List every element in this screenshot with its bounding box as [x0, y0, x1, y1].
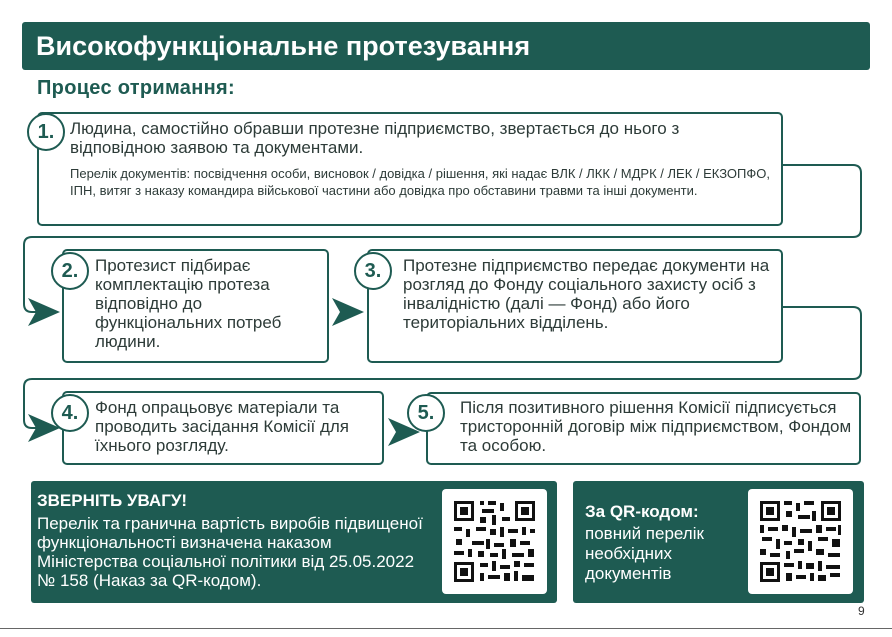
step-5-number: 5.: [407, 394, 445, 432]
arrow-to-step-3-icon: [332, 298, 364, 326]
step-3-text: Протезне підприємство передає документи на розгляд до Фонду соціального захисту осіб з інвалідністю (далі — Фонд) або його територіальних відділень.: [403, 256, 770, 332]
footer-divider: [0, 628, 892, 629]
page-number: 9: [858, 604, 865, 618]
step-2-text: Протезист підбирає комплектацію протеза відповідно до функціональних потреб людини.: [95, 256, 282, 351]
step-1-text: Людина, самостійно обравши протезне підприємство, звертається до нього з відповідною заявою та документами.: [70, 119, 680, 157]
step-1-note: Перелік документів: посвідчення особи, висновок / довідка / рішення, які надає ВЛК / ЛКК / МДРК / ЛЕК / ЕКЗОПФО, ІПН, витяг з наказу командира військової частини або довідка про обставини травми та інші документи.: [70, 166, 770, 198]
step-2-number: 2.: [51, 252, 89, 290]
qr-code-order[interactable]: [442, 489, 547, 594]
qr-panel-text: повний перелік необхідних документів: [585, 524, 704, 583]
step-4-number: 4.: [51, 394, 89, 432]
notice-panel: [31, 481, 557, 603]
notice-text: Перелік та гранична вартість виробів підвищеної функціональності визначена наказом Міністерства соціальної політики від 25.05.2022 № 158 (Наказ за QR-кодом).: [37, 514, 423, 590]
qr-code-icon: [442, 489, 547, 594]
qr-info-panel: [573, 481, 864, 603]
step-5-text: Після позитивного рішення Комісії підписується тристоронній договір між підприємством, Фондом та особою.: [460, 398, 852, 455]
page-title: Високофункціональне протезування: [22, 22, 870, 70]
step-1-number: 1.: [27, 113, 65, 151]
step-3-number: 3.: [354, 252, 392, 290]
qr-code-documents[interactable]: [748, 489, 853, 594]
notice-title: ЗВЕРНІТЬ УВАГУ!: [37, 491, 188, 510]
section-subtitle: Процес отримання:: [37, 77, 235, 99]
step-4-text: Фонд опрацьовує матеріали та проводить засідання Комісії для їхнього розгляду.: [95, 398, 350, 455]
qr-panel-title: За QR-кодом:: [585, 502, 699, 521]
qr-code-icon: [748, 489, 853, 594]
